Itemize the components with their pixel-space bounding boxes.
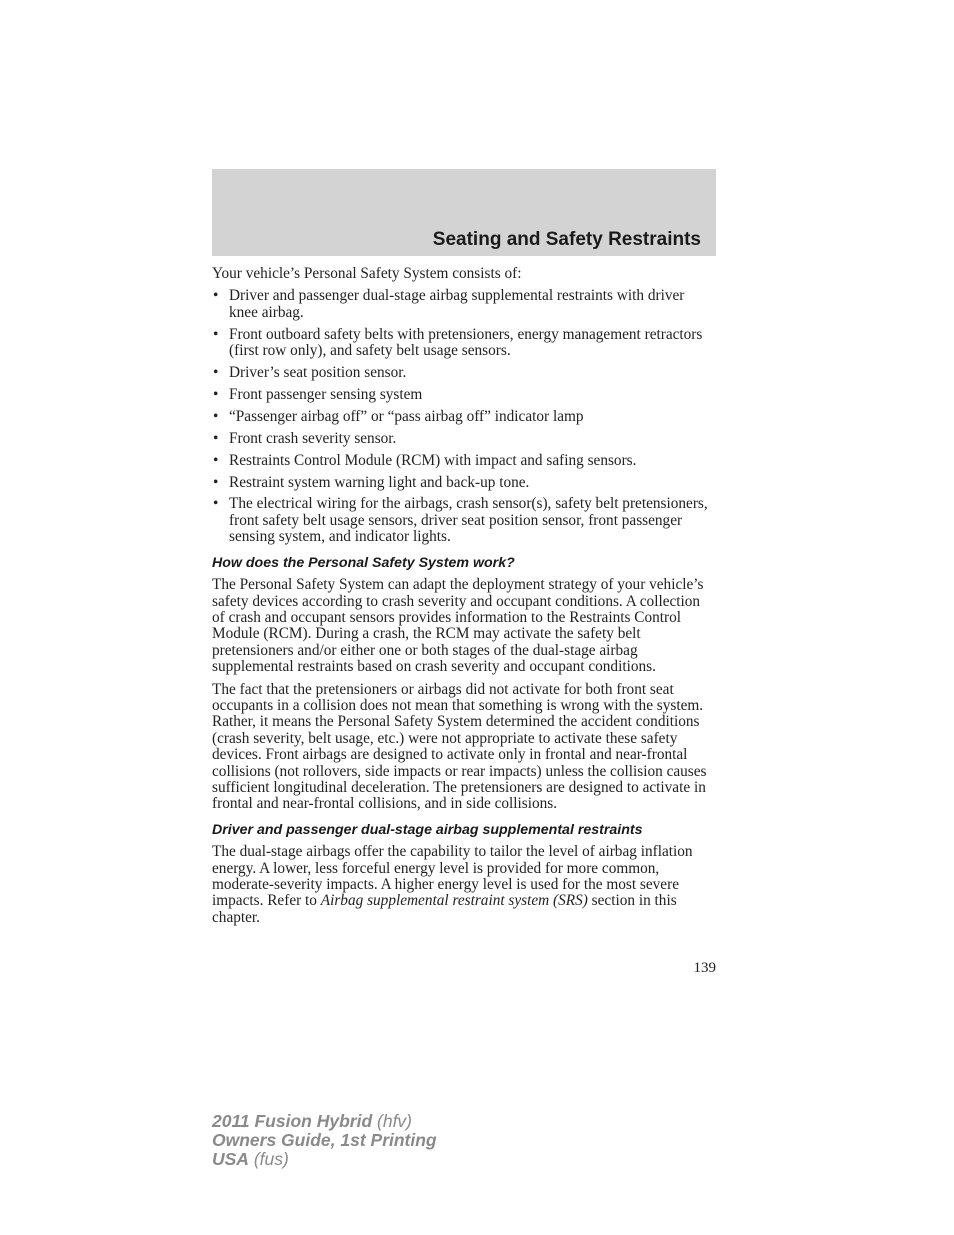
footer-model-code: (hfv) xyxy=(372,1111,413,1131)
footer-market: USA xyxy=(212,1149,249,1169)
section-title: Seating and Safety Restraints xyxy=(432,229,701,250)
list-item: • Front crash severity sensor. xyxy=(212,431,716,447)
section-header-band xyxy=(212,169,716,256)
subheading-dual-stage-airbags: Driver and passenger dual-stage airbag supplemental restraints xyxy=(212,821,643,838)
list-item: • Driver’s seat position sensor. xyxy=(212,365,716,381)
footer-line-guide xyxy=(212,1131,437,1150)
page-number: 139 xyxy=(693,960,716,976)
paragraph: The Personal Safety System can adapt the deployment strategy of your vehicle’s safety devices according to crash severity and occupant conditions. A collection of crash and occupant sensors provides information to the Restraints Control Module (RCM). During a crash, the RCM may activate the safety belt pretensioners and/or either one or both stages of the dual-stage airbag supplemental restraints based on crash severity and occupant conditions. xyxy=(212,576,704,676)
paragraph: The fact that the pretensioners or airbags did not activate for both front seat occupants in a collision does not mean that something is wrong with the system. Rather, it means the Personal Safety System determined the accident conditions (crash severity, belt usage, etc.) were not appropriate to activate these safety devices. Front airbags are designed to activate only in frontal and near-frontal collisions (not rollovers, side impacts or rear impacts) unless the collision causes sufficient longitudinal deceleration. The pretensioners are designed to activate in frontal and near-frontal collisions, and in side collisions. xyxy=(212,680,707,813)
paragraph-text: The dual-stage airbags offer the capability to tailor the level of airbag inflation energy. A lower, less forceful energy level is provided for more common, moderate-severity impacts. A higher energy level is used for the most severe impacts. Refer to xyxy=(212,843,693,910)
footer-line-market xyxy=(212,1150,437,1169)
list-item: • The electrical wiring for the airbags, crash sensor(s), safety belt pretensioners, front safety belt usage sensors, driver seat position sensor, front passenger sensing system, and indicator lights. xyxy=(212,496,716,545)
footer-model: 2011 Fusion Hybrid xyxy=(212,1111,373,1131)
intro-paragraph: Your vehicle’s Personal Safety System consists of: xyxy=(212,265,522,282)
cross-reference: Airbag supplemental restraint system (SRS) xyxy=(320,892,588,910)
list-item: • Front passenger sensing system xyxy=(212,387,716,403)
list-item: • “Passenger airbag off” or “pass airbag off” indicator lamp xyxy=(212,409,716,425)
paragraph xyxy=(212,844,716,926)
components-list xyxy=(212,288,716,545)
footer-guide: Owners Guide, 1st Printing xyxy=(212,1130,437,1150)
list-item: • Front outboard safety belts with pretensioners, energy management retractors (first row only), and safety belt usage sensors. xyxy=(212,327,716,360)
footer-market-code: (fus) xyxy=(248,1149,289,1169)
page-content xyxy=(212,266,716,932)
list-item: • Restraint system warning light and back-up tone. xyxy=(212,475,716,491)
list-item: • Restraints Control Module (RCM) with impact and safing sensors. xyxy=(212,453,716,469)
subheading-how-it-works: How does the Personal Safety System work? xyxy=(212,554,515,571)
footer-line-model xyxy=(212,1112,437,1131)
list-item: • Driver and passenger dual-stage airbag supplemental restraints with driver knee airbag. xyxy=(212,288,716,321)
footer-imprint xyxy=(212,1112,437,1169)
paragraph-text: section in this chapter. xyxy=(212,892,677,926)
